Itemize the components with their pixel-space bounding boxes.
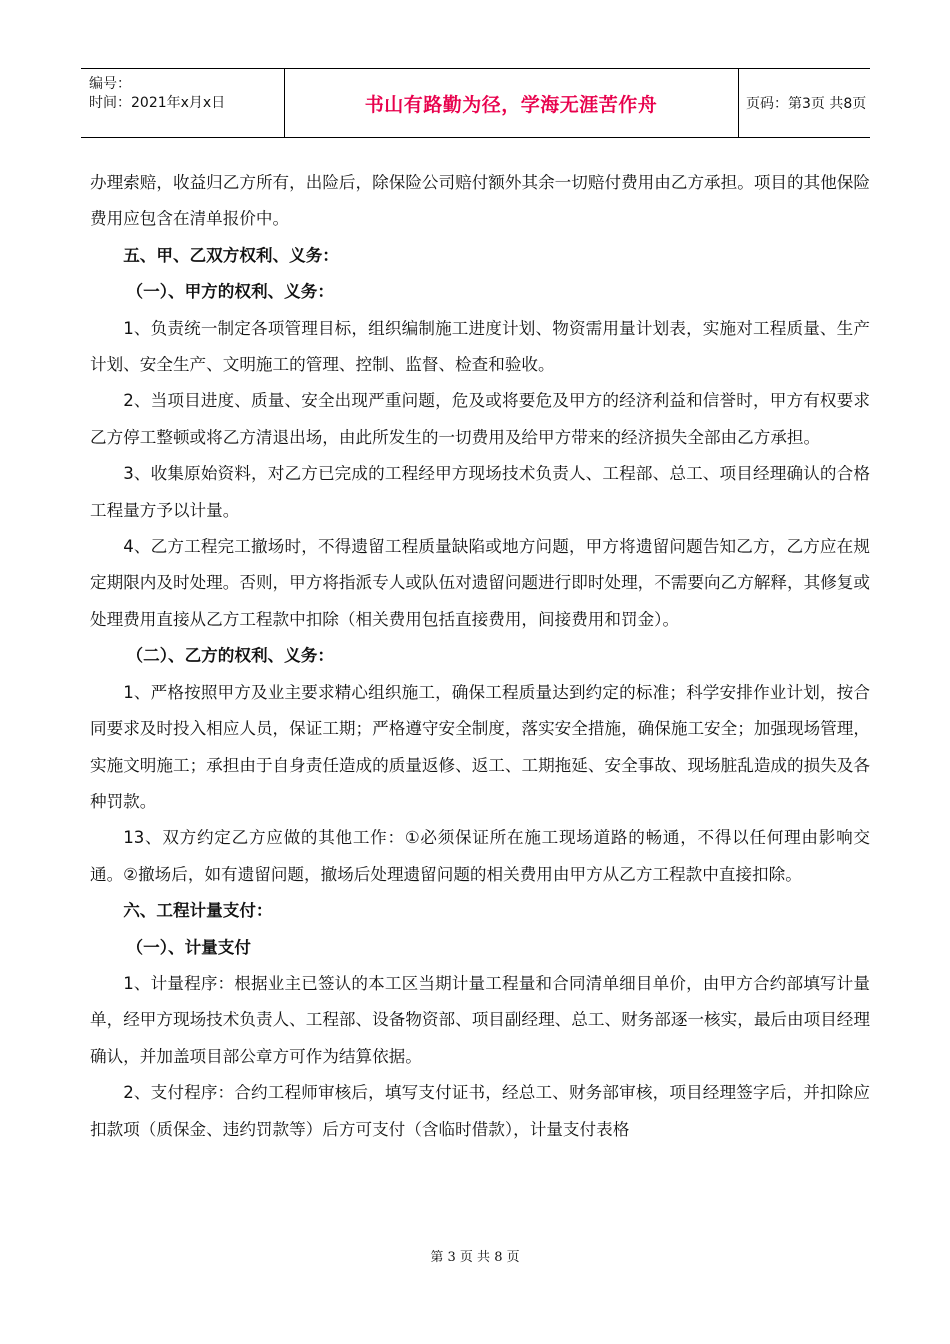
section-heading: 五、甲、乙双方权利、义务： — [123, 245, 339, 265]
subsection-heading: （二）、乙方的权利、义务： — [126, 646, 334, 666]
header-page-number: 页码：第3页 共8页 — [746, 96, 867, 112]
header-slogan-cell — [284, 69, 739, 137]
paragraph: 13、双方约定乙方应做的其他工作：①必须保证所在施工现场道路的畅通，不得以任何理由影响交通。②撤场后，如有遗留问题，撤场后处理遗留问题的相关费用由甲方从乙方工程款中直接扣除。 — [90, 828, 870, 884]
header-meta-cell — [81, 69, 285, 137]
paragraph: 1、负责统一制定各项管理目标，组织编制施工进度计划、物资需用量计划表，实施对工程质量、生产计划、安全生产、文明施工的管理、控制、监督、检查和验收。 — [90, 318, 870, 375]
page-footer: 第 3 页 共 8 页 — [430, 1250, 520, 1265]
header-page-cell — [738, 69, 870, 137]
paragraph: 2、支付程序：合约工程师审核后，填写支付证书，经总工、财务部审核，项目经理签字后，并扣除应扣款项（质保金、违约罚款等）后方可支付（含临时借款），计量支付表格 — [90, 1083, 870, 1139]
section-heading: 六、工程计量支付： — [123, 901, 273, 921]
paragraph: 办理索赔，收益归乙方所有，出险后，除保险公司赔付额外其余一切赔付费用由乙方承担。项目的其他保险费用应包含在清单报价中。 — [90, 173, 870, 229]
paragraph: 3、收集原始资料，对乙方已完成的工程经甲方现场技术负责人、工程部、总工、项目经理确认的合格工程量方予以计量。 — [90, 464, 870, 520]
page-header — [81, 68, 870, 138]
paragraph: 2、当项目进度、质量、安全出现严重问题，危及或将要危及甲方的经济利益和信誉时，甲方有权要求乙方停工整顿或将乙方清退出场，由此所发生的一切费用及给甲方带来的经济损失全部由乙方承担。 — [90, 391, 870, 447]
document-number-label: 编号： — [89, 76, 131, 92]
paragraph: 1、计量程序：根据业主已签认的本工区当期计量工程量和合同清单细目单价，由甲方合约部填写计量单，经甲方现场技术负责人、工程部、设备物资部、项目副经理、总工、财务部逐一核实，最后由项目经理确认，并加盖项目部公章方可作为结算依据。 — [90, 973, 870, 1066]
subsection-heading: （一）、计量支付 — [126, 937, 251, 957]
paragraph: 1、严格按照甲方及业主要求精心组织施工，确保工程质量达到约定的标准；科学安排作业计划，按合同要求及时投入相应人员，保证工期；严格遵守安全制度，落实安全措施，确保施工安全；加强现场管理，实施文明施工；承担由于自身责任造成的质量返修、返工、工期拖延、安全事故、现场脏乱造成的损失及各种罚款。 — [90, 682, 870, 811]
header-slogan: 书山有路勤为径，学海无涯苦作舟 — [364, 93, 658, 116]
document-body — [90, 165, 870, 1148]
paragraph: 4、乙方工程完工撤场时，不得遗留工程质量缺陷或地方问题，甲方将遗留问题告知乙方，乙方应在规定期限内及时处理。否则，甲方将指派专人或队伍对遗留问题进行即时处理，不需要向乙方解释，其修复或处理费用直接从乙方工程款中扣除（相关费用包括直接费用，间接费用和罚金）。 — [90, 537, 870, 629]
document-date-label: 时间：2021年x月x日 — [89, 95, 226, 111]
subsection-heading: （一）、甲方的权利、义务： — [126, 282, 334, 302]
